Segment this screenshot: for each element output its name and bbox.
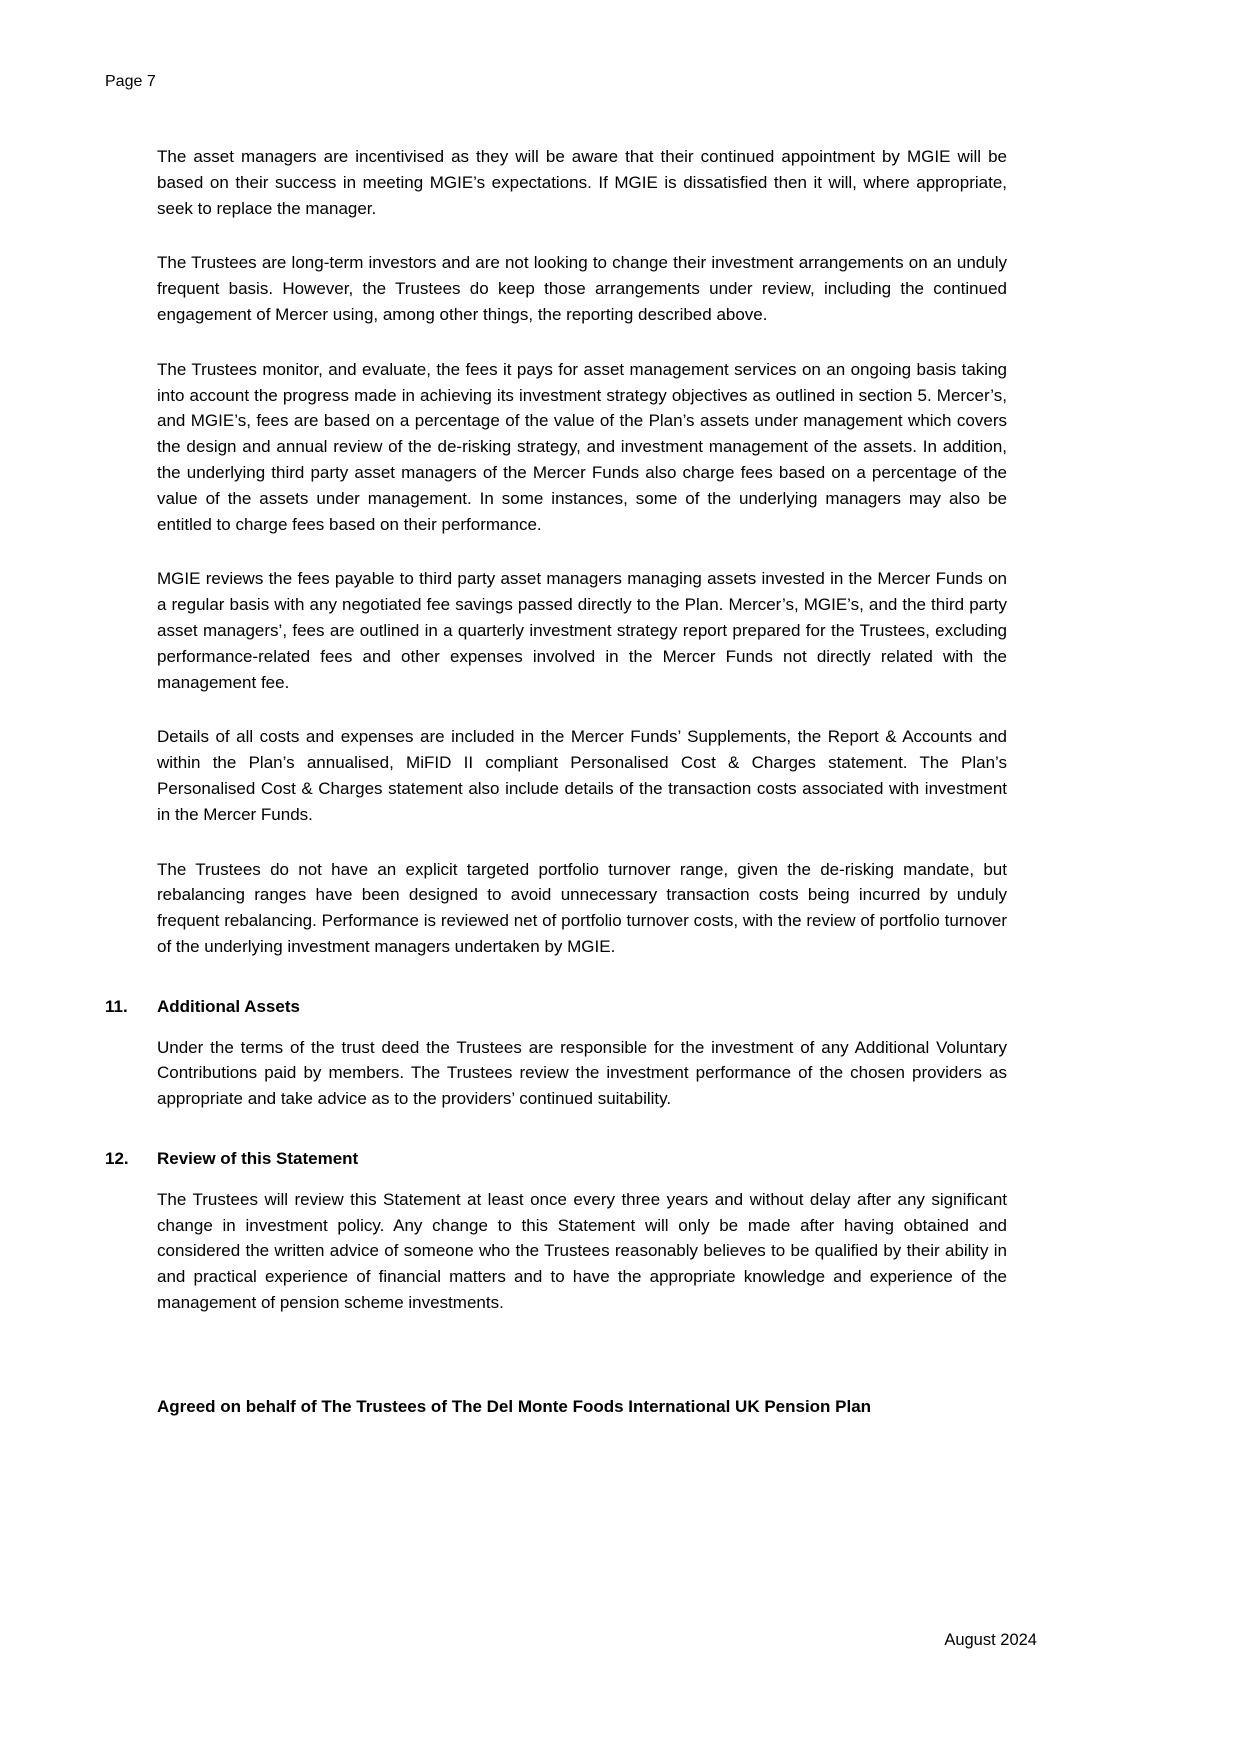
document-body <box>105 144 1007 1419</box>
section-title: Review of this Statement <box>157 1148 359 1168</box>
section-body-review-of-statement: The Trustees will review this Statement at least once every three years and without delay after any significant change in investment policy. Any change to this Statement will only be made after having obtained and considered the written advice of someone who the Trustees reasonably believes to be qualified by their ability in and practical experience of financial matters and to have the appropriate knowledge and experience of the management of pension scheme investments. <box>157 1189 1007 1312</box>
body-paragraph-fee-monitoring: The Trustees monitor, and evaluate, the fees it pays for asset management services on an ongoing basis taking into account the progress made in achieving its investment strategy objectives as outlined in section 5. Mercer’s, and MGIE’s, fees are based on a percentage of the value of the Plan’s assets under management which covers the design and annual review of the de-risking strategy, and investment management of the assets. In addition, the underlying third party asset managers of the Mercer Funds also charge fees based on a percentage of the value of the assets under management. In some instances, some of the underlying managers may also be entitled to charge fees based on their performance. <box>157 359 1007 534</box>
agreement-statement: Agreed on behalf of The Trustees of The Del Monte Foods International UK Pension Plan <box>157 1396 872 1416</box>
body-paragraph-incentives: The asset managers are incentivised as they will be aware that their continued appointment by MGIE will be based on their success in meeting MGIE’s expectations. If MGIE is dissatisfied then it will, where appropriate, seek to replace the manager. <box>157 147 1007 218</box>
body-paragraph-long-term-investors: The Trustees are long-term investors and are not looking to change their investment arrangements on an unduly frequent basis. However, the Trustees do keep those arrangements under review, including the continued engagement of Mercer using, among other things, the reporting described above. <box>157 253 1007 324</box>
page-number: Page 7 <box>105 73 156 90</box>
section-body-additional-assets: Under the terms of the trust deed the Trustees are responsible for the investment of any Additional Voluntary Contributions paid by members. The Trustees review the investment performance of the chosen providers as appropriate and take advice as to the providers’ continued suitability. <box>157 1037 1007 1109</box>
section-heading-additional-assets <box>105 994 1007 1020</box>
section-number: 12. <box>105 1148 129 1168</box>
section-number: 11. <box>105 996 128 1016</box>
body-paragraph-costs-expenses: Details of all costs and expenses are included in the Mercer Funds’ Supplements, the Report & Accounts and within the Plan’s annualised, MiFID II compliant Personalised Cost & Charges statement. The Plan’s Personalised Cost & Charges statement also include details of the transaction costs associated with investment in the Mercer Funds. <box>157 727 1007 824</box>
body-paragraph-portfolio-turnover: The Trustees do not have an explicit targeted portfolio turnover range, given the de-risking mandate, but rebalancing ranges have been designed to avoid unnecessary transaction costs being incurred by unduly frequent rebalancing. Performance is reviewed net of portfolio turnover costs, with the review of portfolio turnover of the underlying investment managers undertaken by MGIE. <box>157 859 1007 956</box>
footer-date: August 2024 <box>944 1631 1037 1649</box>
section-title: Additional Assets <box>157 996 300 1016</box>
body-paragraph-mgie-fee-review: MGIE reviews the fees payable to third party asset managers managing assets invested in the Mercer Funds on a regular basis with any negotiated fee savings passed directly to the Plan. Mercer’s, MGIE’s, and the third party asset managers’, fees are outlined in a quarterly investment strategy report prepared for the Trustees, excluding performance-related fees and other expenses involved in the Mercer Funds not directly related with the management fee. <box>157 569 1007 692</box>
section-heading-review-of-statement <box>105 1146 1007 1172</box>
